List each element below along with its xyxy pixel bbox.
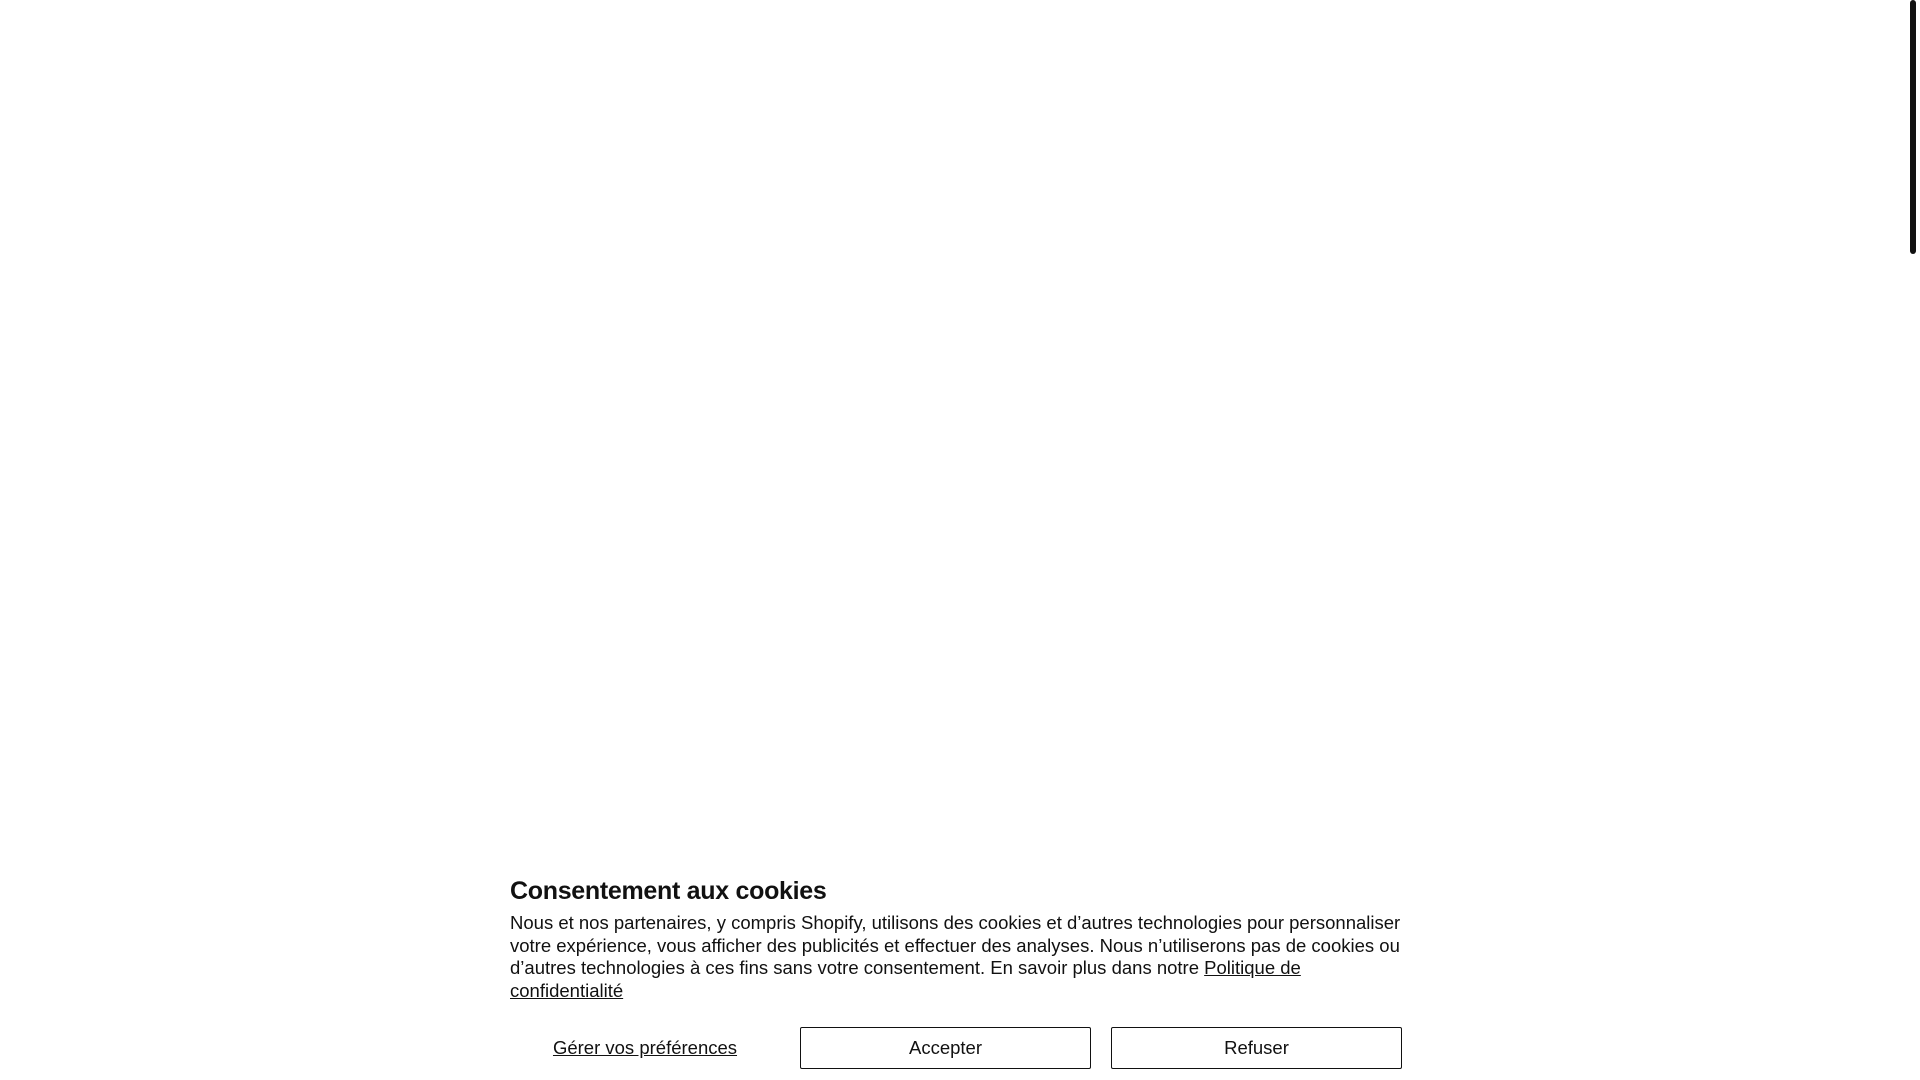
cookie-banner-actions xyxy=(510,1027,1402,1069)
cookie-banner-body: Nous et nos partenaires, y compris Shopify, utilisons des cookies et d’autres technologies pour personnaliser votre expérience, vous afficher des publicités et effectuer des analyses. Nous n’utiliserons pas de cookies ou d’autres technologies à ces fins sans votre consentement. En savoir plus dans notre xyxy=(510,912,1401,978)
manage-preferences-link[interactable]: Gérer vos préférences xyxy=(552,1037,738,1058)
privacy-policy-link[interactable]: Politique de confidentialité xyxy=(510,957,1301,1001)
cookie-banner-text xyxy=(510,912,1402,1002)
scrollbar-thumb[interactable] xyxy=(1910,0,1916,254)
cookie-consent-banner xyxy=(510,874,1402,1069)
decline-button[interactable]: Refuser xyxy=(1111,1027,1402,1069)
cookie-banner-title: Consentement aux cookies xyxy=(510,877,827,905)
accept-button[interactable]: Accepter xyxy=(800,1027,1091,1069)
